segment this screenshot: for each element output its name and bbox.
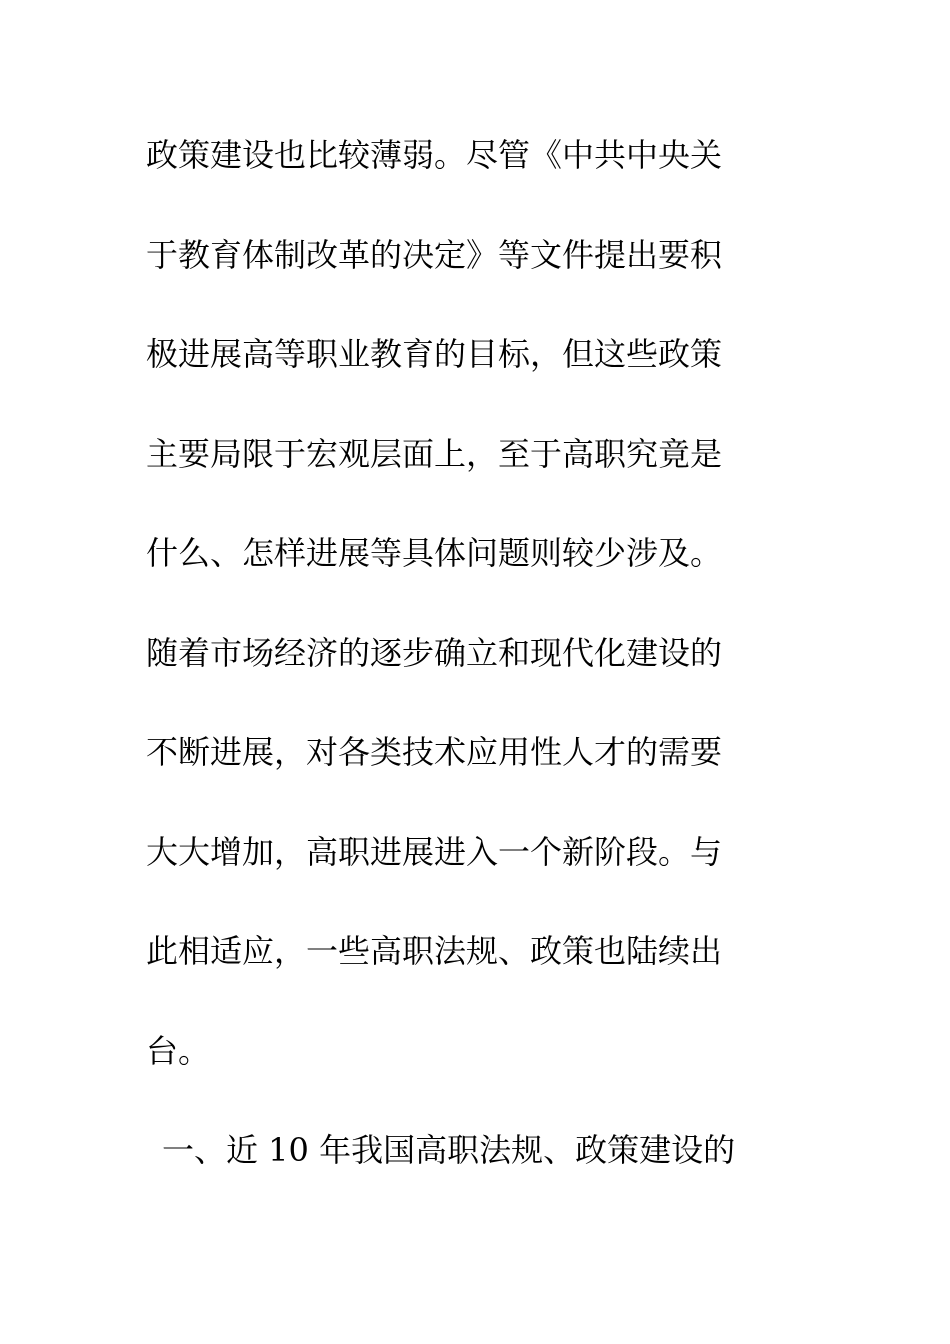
text-line-9: 此相适应，一些高职法规、政策也陆续出	[146, 932, 723, 970]
text-line-7: 不断进展，对各类技术应用性人才的需要	[146, 733, 723, 771]
text-line-8: 大大增加，高职进展进入一个新阶段。与	[146, 832, 723, 871]
text-line-10: 台。	[146, 1031, 211, 1070]
text-line-6: 随着市场经济的逐步确立和现代化建设的	[146, 633, 723, 672]
text-line-3: 极进展高等职业教育的目标，但这些政策	[146, 335, 723, 373]
text-line-4: 主要局限于宏观层面上，至于高职究竟是	[146, 434, 723, 473]
section-heading: 一、近 10 年我国高职法规、政策建设的	[162, 1131, 736, 1169]
text-line-5: 什么、怎样进展等具体问题则较少涉及。	[146, 534, 723, 572]
text-line-1: 政策建设也比较薄弱。尽管《中共中央关	[146, 136, 723, 174]
body-text	[146, 123, 786, 1218]
text-line-2: 于教育体制改革的决定》等文件提出要积	[146, 235, 723, 274]
